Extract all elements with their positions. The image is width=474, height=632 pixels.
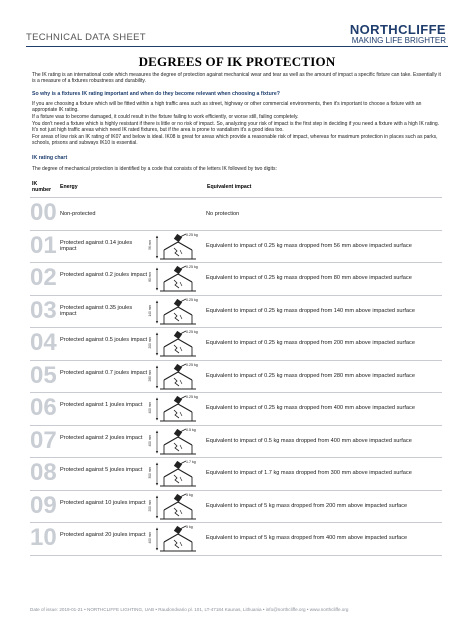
ik-number: 01 (30, 231, 57, 259)
energy-text: Protected against 0.35 joules impact (60, 304, 133, 318)
why-paragraph-4: For areas of low risk an IK rating of IK07 and below is ideal. IK08 is great for areas which provide a reasonable risk of impact, whereas for maximum protection in places such as parks, schools, prisons and subways IK10 is essential. (32, 134, 438, 147)
table-row (30, 263, 442, 296)
table-row (30, 197, 442, 231)
table-row (30, 361, 442, 394)
equivalent-impact-text: Equivalent to impact of 0.25 kg mass dropped from 280 mm above impacted surface (206, 372, 415, 379)
header-energy: Energy (60, 184, 78, 190)
page-header (26, 22, 448, 48)
drop-height-label: 400 mm (148, 402, 152, 414)
chart-heading: IK rating chart (32, 155, 68, 161)
drop-height-label: 80 mm (148, 272, 152, 282)
table-row (30, 231, 442, 264)
drop-height-label: 400 mm (148, 532, 152, 544)
mass-label: 0.25 kg (186, 362, 198, 367)
ik-number: 10 (30, 524, 57, 551)
ik-number: 06 (30, 394, 57, 421)
ik-number: 04 (30, 329, 57, 356)
why-heading: So why is a fixtures IK rating important and when do they become relevant when choosing a fixture? (32, 91, 280, 97)
impact-hammer-icon (148, 524, 204, 554)
energy-text: Protected against 10 joules impact (60, 499, 146, 506)
section-label: TECHNICAL DATA SHEET (26, 32, 146, 43)
equivalent-impact-text: Equivalent to impact of 5 kg mass dropped from 400 mm above impacted surface (206, 535, 408, 541)
equivalent-impact-text: Equivalent to impact of 0.25 kg mass dropped from 80 mm above impacted surface (206, 275, 412, 281)
table-row (30, 426, 442, 459)
table-row (30, 458, 442, 491)
table-row (30, 523, 442, 556)
chart-intro: The degree of mechanical protection is identified by a code that consists of the letters IK followed by two digits: (32, 166, 277, 172)
equivalent-impact-text: Equivalent to impact of 0.25 kg mass dropped from 200 mm above impacted surface (206, 340, 415, 346)
mass-label: 5 kg (186, 525, 193, 529)
mass-label: 0.25 kg (186, 265, 198, 269)
equivalent-impact-text: Equivalent to impact of 0.25 kg mass dropped from 400 mm above impacted surface (206, 405, 415, 411)
equivalent-impact-text: No protection (206, 211, 240, 217)
equivalent-impact-text: Equivalent to impact of 0.5 kg mass dropped from 400 mm above impacted surface (206, 437, 412, 444)
intro-paragraph: The IK rating is an international code which measures the degree of protection against mechanical wear and tear as well as the amount of impact a specific fixture can take. Essentially it is a measure of a fixtures robustness and durability. (32, 72, 441, 85)
mass-label: 5 kg (186, 492, 193, 497)
impact-hammer-icon (148, 492, 204, 522)
impact-hammer-icon (148, 427, 204, 457)
impact-hammer-icon (148, 297, 204, 327)
energy-text: Protected against 20 joules impact (60, 532, 146, 538)
page-title: DEGREES OF IK PROTECTION (138, 54, 336, 69)
ik-number: 07 (30, 426, 57, 454)
drop-height-label: 140 mm (148, 304, 152, 317)
brand-logo: NORTHCLIFFE (349, 22, 446, 37)
energy-text: Protected against 0.5 joules impact (60, 337, 148, 343)
brand-tagline: MAKING LIFE BRIGHTER (351, 36, 446, 45)
mass-label: 1.7 kg (186, 460, 196, 464)
drop-height-label: 300 mm (148, 467, 152, 479)
table-row (30, 296, 442, 329)
impact-hammer-icon (148, 264, 204, 294)
table-row (30, 491, 442, 524)
drop-height-label: 400 mm (148, 434, 152, 447)
energy-text: Non-protected (60, 211, 96, 217)
why-paragraph-2: If a fixture was to become damaged, it could result in the fixture failing to work efficiently, or worse still, failing completely. (32, 114, 299, 120)
equivalent-impact-text: Equivalent to impact of 0.25 kg mass dropped from 56 mm above impacted surface (206, 242, 412, 249)
impact-hammer-icon (148, 459, 204, 489)
ik-number: 08 (30, 459, 57, 486)
impact-hammer-icon (148, 362, 204, 392)
mass-label: 0.5 kg (186, 427, 196, 432)
drop-height-label: 280 mm (148, 369, 152, 382)
header-divider (26, 46, 448, 47)
header-ik-number: IK number (32, 181, 52, 193)
ik-number: 05 (30, 361, 57, 389)
ik-table (30, 197, 442, 556)
energy-text: Protected against 0.14 joules impact (60, 239, 133, 253)
impact-hammer-icon (148, 394, 204, 424)
mass-label: 0.25 kg (186, 232, 198, 237)
impact-hammer-icon (148, 329, 204, 359)
why-paragraph-1: If you are choosing a fixture which will be fitted within a high traffic area such as street, highway or other commercial environments, then it's important to choose a fixture with an appropriate IK rating. (32, 101, 422, 114)
footer: Date of issue: 2019-01-21 • NORTHCLIFFE LIGHTING, UAB • Raudondvario pl. 101, LT-47184 Kaunas, Lithuania • info@northcliffe.org • www.northcliffe.org (30, 607, 349, 612)
equivalent-impact-text: Equivalent to impact of 1.7 kg mass dropped from 300 mm above impacted surface (206, 470, 412, 476)
mass-label: 0.25 kg (186, 330, 198, 334)
table-row (30, 393, 442, 426)
ik-number: 00 (30, 199, 57, 226)
mass-label: 0.25 kg (186, 395, 198, 399)
energy-text: Protected against 1 joules impact (60, 402, 143, 408)
table-header (32, 182, 442, 196)
energy-text: Protected against 0.7 joules impact (60, 369, 148, 376)
ik-number: 09 (30, 491, 57, 519)
drop-height-label: 56 mm (148, 239, 152, 250)
impact-hammer-icon (148, 232, 204, 262)
energy-text: Protected against 0.2 joules impact (60, 272, 148, 278)
ik-number: 02 (30, 264, 57, 291)
why-paragraph-3: You don't need a fixture which is highly resistant if there is little or no risk of impact. So, analyzing your risk of impact is the first step in deciding if you need a fixture with a high IK rating. It's not just high traffic areas which need IK rated fixtures, but if the area is prone to vandalism it's a good idea too. (32, 121, 440, 134)
ik-number: 03 (30, 296, 57, 324)
energy-text: Protected against 5 joules impact (60, 467, 143, 473)
mass-label: 0.25 kg (186, 297, 198, 302)
equivalent-impact-text: Equivalent to impact of 0.25 kg mass dropped from 140 mm above impacted surface (206, 307, 415, 314)
header-equivalent: Equivalent impact (207, 184, 252, 190)
drop-height-label: 200 mm (148, 499, 152, 512)
energy-text: Protected against 2 joules impact (60, 434, 143, 441)
equivalent-impact-text: Equivalent to impact of 5 kg mass dropped from 200 mm above impacted surface (206, 502, 408, 509)
table-row (30, 328, 442, 361)
drop-height-label: 200 mm (148, 337, 152, 349)
